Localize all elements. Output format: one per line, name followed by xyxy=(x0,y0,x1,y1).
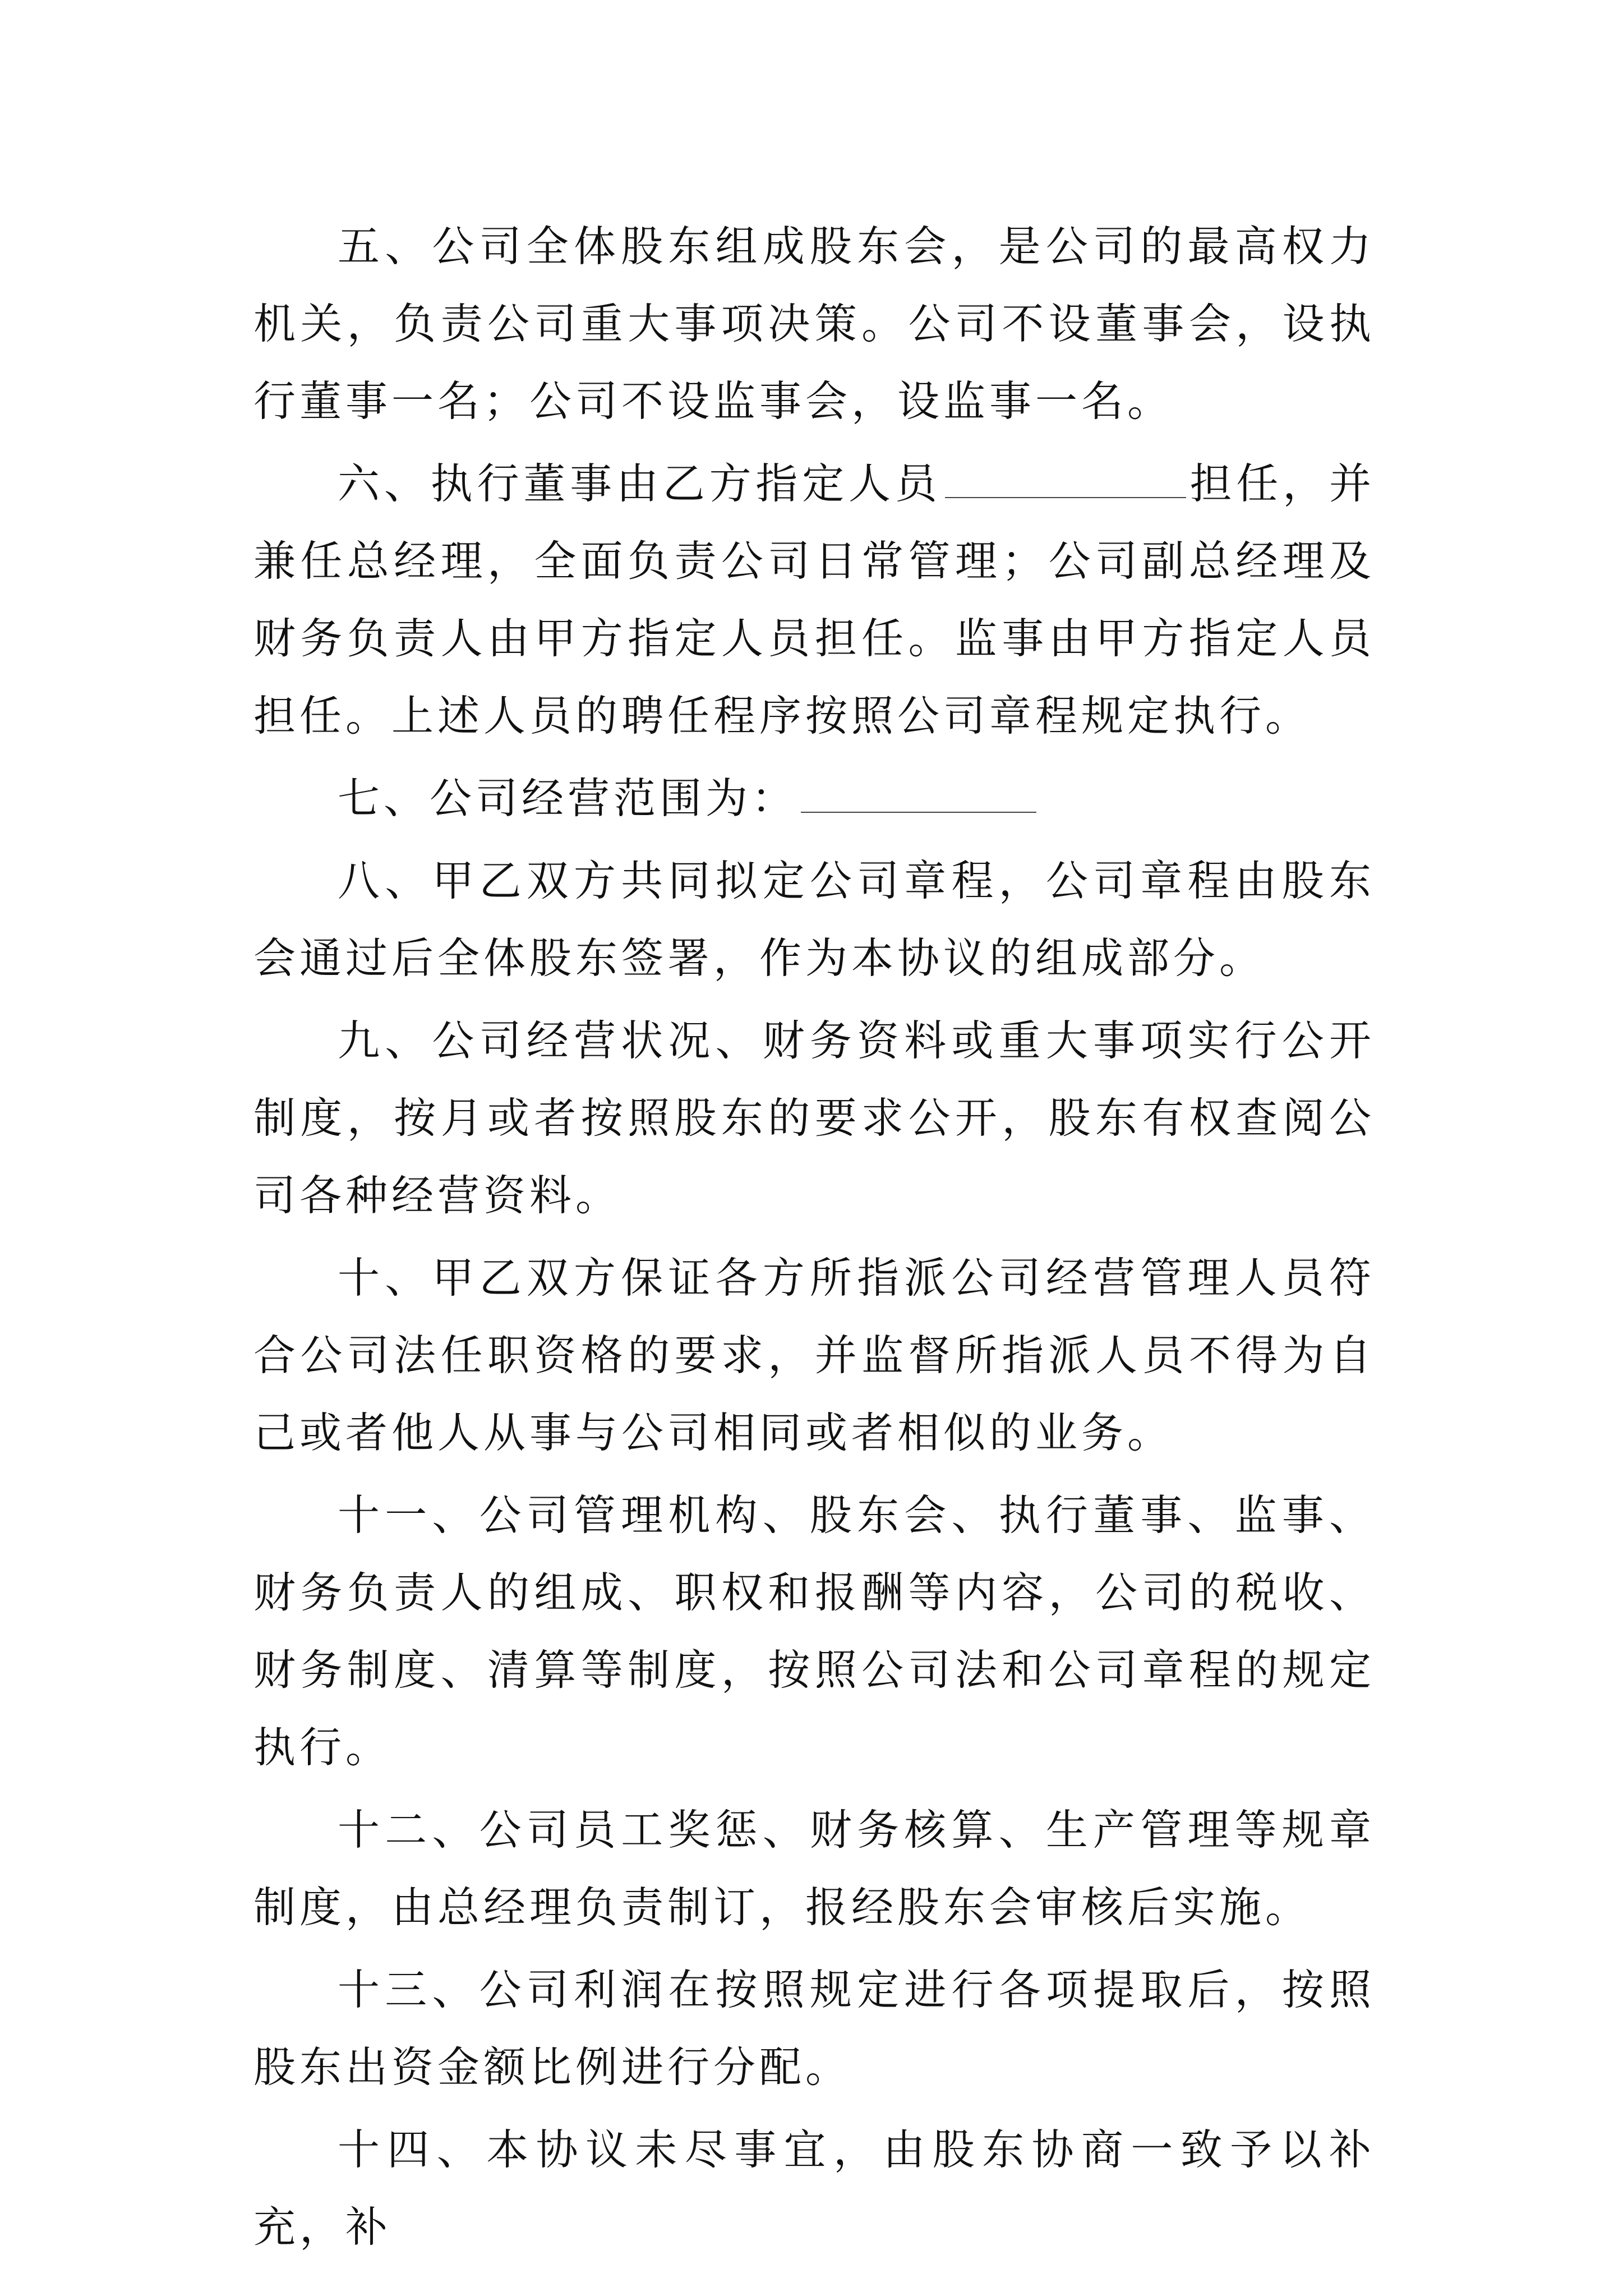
clause-8 xyxy=(253,842,1375,997)
document-body xyxy=(253,208,1375,2271)
clause-6 xyxy=(253,445,1375,754)
clause-14 xyxy=(253,2111,1375,2266)
clause-13 xyxy=(253,1951,1375,2106)
clause-9-text: 九、公司经营状况、财务资料或重大事项实行公开制度，按月或者按照股东的要求公开，股东有权查阅公司各种经营资料。 xyxy=(253,1016,1375,1220)
clause-14-text: 十四、本协议未尽事宜，由股东协商一致予以补充，补 xyxy=(253,2125,1375,2252)
clause-10 xyxy=(253,1239,1375,1471)
business-scope-blank xyxy=(801,775,1036,813)
clause-12-text: 十二、公司员工奖惩、财务核算、生产管理等规章制度，由总经理负责制订，报经股东会审核后实施。 xyxy=(253,1805,1375,1932)
clause-6-text-before: 六、执行董事由乙方指定人员 xyxy=(338,459,942,508)
clause-7-text: 七、公司经营范围为： xyxy=(338,774,798,823)
clause-6-text-after: 担任，并兼任总经理，全面负责公司日常管理；公司副总经理及财务负责人由甲方指定人员担任。监事由甲方指定人员担任。上述人员的聘任程序按照公司章程规定执行。 xyxy=(253,459,1375,740)
clause-5-text: 五、公司全体股东组成股东会，是公司的最高权力机关，负责公司重大事项决策。公司不设董事会，设执行董事一名；公司不设监事会，设监事一名。 xyxy=(253,222,1375,426)
clause-12 xyxy=(253,1791,1375,1946)
clause-9 xyxy=(253,1002,1375,1234)
clause-11-text: 十一、公司管理机构、股东会、执行董事、监事、财务负责人的组成、职权和报酬等内容，公司的税收、财务制度、清算等制度，按照公司法和公司章程的规定执行。 xyxy=(253,1490,1375,1772)
clause-13-text: 十三、公司利润在按照规定进行各项提取后，按照股东出资金额比例进行分配。 xyxy=(253,1965,1375,2092)
clause-10-text: 十、甲乙双方保证各方所指派公司经营管理人员符合公司法任职资格的要求，并监督所指派人员不得为自己或者他人从事与公司相同或者相似的业务。 xyxy=(253,1253,1375,1457)
clause-7 xyxy=(253,760,1375,837)
clause-11 xyxy=(253,1476,1375,1786)
clause-5 xyxy=(253,208,1375,440)
clause-8-text: 八、甲乙双方共同拟定公司章程，公司章程由股东会通过后全体股东签署，作为本协议的组成部分。 xyxy=(253,856,1375,983)
executive-director-name-blank xyxy=(945,460,1186,498)
